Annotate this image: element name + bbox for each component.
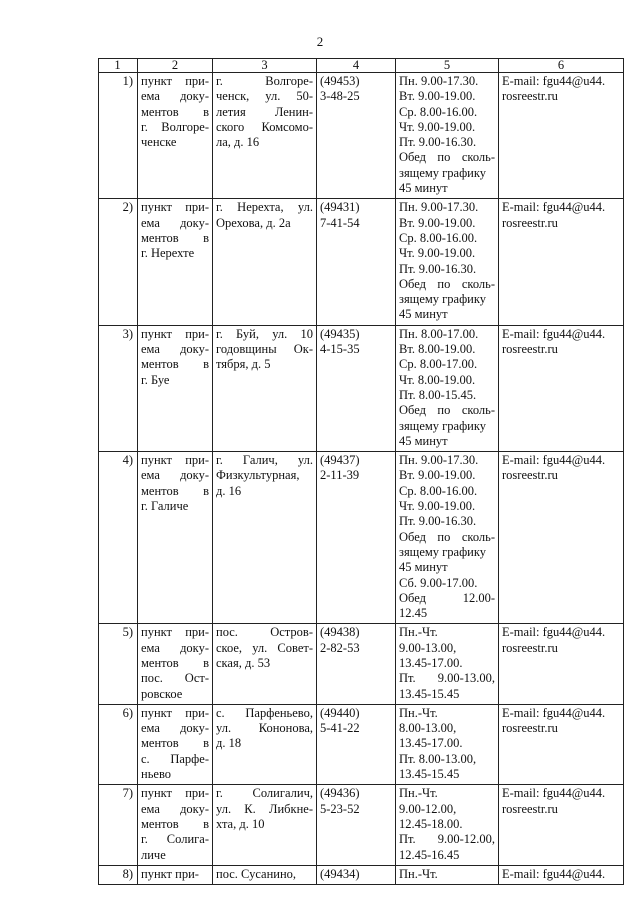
header-col-3: 3 [213, 59, 317, 73]
office-address [213, 624, 317, 704]
table-row [99, 73, 624, 199]
office-hours-line: Пт. 9.00-12.00, [399, 832, 495, 847]
office-hours-line: Обед по сколь- [399, 150, 495, 165]
office-hours-line: Пт. 9.00-13.00, [399, 671, 495, 686]
office-hours-line: 13.45-15.45 [399, 767, 460, 782]
office-name-line: с. Парфе- [141, 751, 209, 766]
office-hours [396, 452, 499, 624]
office-name-line: ема доку- [141, 468, 209, 483]
row-number: 1) [99, 73, 138, 199]
office-hours-line: 45 минут [399, 433, 448, 448]
office-phone-line: (49431) [320, 200, 360, 215]
office-name-line: пункт при- [141, 625, 209, 640]
office-name-line: пункт при- [141, 74, 209, 88]
office-name-line: г. Нерехте [141, 246, 195, 261]
office-hours-line: Пн. 9.00-17.30. [399, 200, 479, 215]
header-col-4: 4 [317, 59, 396, 73]
office-name-line: ема доку- [141, 640, 209, 655]
office-name-line: личе [141, 847, 166, 862]
office-hours-line: Обед по сколь- [399, 276, 495, 291]
office-name-line: пункт при- [141, 200, 209, 215]
office-phone [317, 325, 396, 451]
row-number: 3) [99, 325, 138, 451]
office-hours-line: Вт. 9.00-19.00. [399, 89, 476, 104]
office-hours-line: Пт. 9.00-16.30. [399, 261, 477, 276]
office-hours-line: 13.45-17.00. [399, 736, 463, 751]
row-number: 4) [99, 452, 138, 624]
office-name-line: ментов в [141, 655, 209, 670]
row-number: 8) [99, 865, 138, 884]
office-phone-line: 2-82-53 [320, 640, 360, 655]
row-number: 6) [99, 704, 138, 784]
office-address-line: хта, д. 10 [216, 816, 265, 831]
office-phone-line: (49435) [320, 326, 360, 341]
office-address-line: ул. К. Либкне- [216, 801, 313, 816]
office-name-line: пункт при- [141, 326, 209, 341]
office-address-line: пос. Остров- [216, 625, 313, 640]
office-hours-line: Ср. 8.00-17.00. [399, 357, 478, 372]
office-hours [396, 325, 499, 451]
row-number: 7) [99, 785, 138, 865]
table-row [99, 624, 624, 704]
office-hours-line: Обед 12.00- [399, 590, 495, 605]
office-email-line: rosreestr.ru [502, 801, 558, 816]
office-address-line: г. Нерехта, ул. [216, 200, 313, 215]
office-hours-line: Обед по сколь- [399, 403, 495, 418]
office-hours [396, 199, 499, 325]
table-row [99, 785, 624, 865]
office-phone-line: 5-23-52 [320, 801, 360, 816]
office-address [213, 199, 317, 325]
header-col-6: 6 [499, 59, 624, 73]
office-name-line: пос. Ост- [141, 671, 209, 686]
office-hours-line: Чт. 9.00-19.00. [399, 119, 476, 134]
office-hours-line: Пн. 9.00-17.30. [399, 453, 479, 468]
office-name-line: г. Волгоре- [141, 119, 209, 134]
office-name-line: ментов в [141, 357, 209, 372]
table-header-row [99, 59, 624, 73]
office-phone [317, 785, 396, 865]
office-hours-line: Вт. 9.00-19.00. [399, 215, 476, 230]
office-name-line: ньево [141, 767, 172, 782]
office-name [138, 704, 213, 784]
office-email [499, 704, 624, 784]
office-email [499, 865, 624, 884]
office-name-line: г. Буе [141, 372, 170, 387]
office-phone-line: 5-41-22 [320, 721, 360, 736]
office-hours-line: Пт. 8.00-13.00, [399, 751, 477, 766]
office-hours-line: Сб. 9.00-17.00. [399, 575, 478, 590]
office-email-line: E-mail: fgu44@u44. [502, 625, 606, 640]
office-name [138, 199, 213, 325]
office-name-line: пункт при- [141, 705, 209, 720]
office-hours-line: Чт. 8.00-19.00. [399, 372, 476, 387]
office-hours [396, 704, 499, 784]
office-email [499, 199, 624, 325]
office-address [213, 785, 317, 865]
office-name-line: ема доку- [141, 342, 209, 357]
office-hours [396, 865, 499, 884]
office-name [138, 785, 213, 865]
office-email [499, 624, 624, 704]
office-name-line: ченске [141, 135, 177, 150]
office-hours-line: 45 минут [399, 181, 448, 196]
table-row [99, 199, 624, 325]
office-name [138, 452, 213, 624]
office-address-line: с. Парфеньево, [216, 705, 313, 720]
office-phone-line: (49453) [320, 74, 360, 88]
office-email-line: rosreestr.ru [502, 342, 558, 357]
office-phone-line: 3-48-25 [320, 89, 360, 104]
office-address [213, 452, 317, 624]
office-email-line: E-mail: fgu44@u44. [502, 200, 606, 215]
office-hours-line: Обед по сколь- [399, 529, 495, 544]
office-name-line: ема доку- [141, 215, 209, 230]
office-name-line: г. Солига- [141, 832, 209, 847]
office-email [499, 325, 624, 451]
office-phone [317, 865, 396, 884]
header-col-2: 2 [138, 59, 213, 73]
office-address-line: годовщины Ок- [216, 342, 313, 357]
table-row [99, 865, 624, 884]
office-hours-line: Пт. 8.00-15.45. [399, 387, 477, 402]
table-row [99, 325, 624, 451]
office-address-line: ская, д. 53 [216, 655, 271, 670]
office-name-line: пункт при- [141, 453, 209, 468]
office-name-line: ментов в [141, 104, 209, 119]
office-email-line: E-mail: fgu44@u44. [502, 705, 606, 720]
office-phone-line: (49437) [320, 453, 360, 468]
row-number: 5) [99, 624, 138, 704]
office-hours-line: 9.00-13.00, [399, 640, 457, 655]
office-address [213, 865, 317, 884]
office-hours-line: Ср. 8.00-16.00. [399, 230, 478, 245]
office-hours-line: 13.45-17.00. [399, 655, 463, 670]
office-hours-line: Вт. 9.00-19.00. [399, 468, 476, 483]
office-address-line: Физкультурная, [216, 468, 300, 483]
office-phone [317, 199, 396, 325]
office-hours-line: Чт. 9.00-19.00. [399, 499, 476, 514]
office-hours [396, 785, 499, 865]
office-phone [317, 624, 396, 704]
office-hours-line: зящему графику [399, 418, 487, 433]
office-name-line: ровское [141, 686, 183, 701]
office-name-line: ема доку- [141, 89, 209, 104]
office-address-line: ченск, ул. 50- [216, 89, 313, 104]
office-email [499, 785, 624, 865]
office-phone-line: (49438) [320, 625, 360, 640]
office-address-line: г. Солигалич, [216, 786, 313, 801]
office-name-line: ментов в [141, 230, 209, 245]
office-address-line: ского Комсомо- [216, 119, 313, 134]
office-hours-line: Пн.-Чт. [399, 705, 438, 720]
office-phone [317, 704, 396, 784]
office-phone [317, 73, 396, 199]
office-name-line: г. Галиче [141, 499, 189, 514]
office-name-line: ема доку- [141, 801, 209, 816]
office-address-line: Орехова, д. 2а [216, 215, 291, 230]
office-email-line: rosreestr.ru [502, 640, 558, 655]
offices-table [98, 58, 624, 885]
table-row [99, 452, 624, 624]
office-address [213, 704, 317, 784]
office-phone-line: (49436) [320, 786, 360, 801]
office-phone [317, 452, 396, 624]
office-address-line: ла, д. 16 [216, 135, 260, 150]
page-number: 2 [316, 34, 324, 49]
office-phone-line: 4-15-35 [320, 342, 360, 357]
office-email-line: E-mail: fgu44@u44. [502, 326, 606, 341]
office-hours-line: Вт. 8.00-19.00. [399, 342, 476, 357]
office-phone-line: 7-41-54 [320, 215, 360, 230]
office-hours-line: Чт. 9.00-19.00. [399, 246, 476, 261]
office-address-line: пос. Сусанино, [216, 866, 297, 881]
office-hours [396, 624, 499, 704]
office-name-line: ментов в [141, 483, 209, 498]
office-hours-line: 12.45-18.00. [399, 816, 463, 831]
office-hours-line: 13.45-15.45 [399, 686, 460, 701]
office-hours-line: 12.45 [399, 606, 428, 621]
office-phone-line: 2-11-39 [320, 468, 360, 483]
office-address-line: летия Ленин- [216, 104, 313, 119]
office-address-line: ул. Кононова, [216, 721, 313, 736]
office-hours-line: Пн. 9.00-17.30. [399, 74, 479, 88]
office-name-line: ментов в [141, 736, 209, 751]
office-hours-line: Пн.-Чт. [399, 625, 438, 640]
header-col-5: 5 [396, 59, 499, 73]
office-hours-line: Ср. 8.00-16.00. [399, 104, 478, 119]
office-address-line: г. Волгоре- [216, 74, 313, 88]
office-phone-line: (49434) [320, 866, 360, 881]
office-name-line: пункт при- [141, 866, 199, 881]
office-address-line: д. 16 [216, 483, 242, 498]
office-hours-line: зящему графику [399, 544, 487, 559]
office-hours-line: Пт. 9.00-16.30. [399, 514, 477, 529]
office-name [138, 624, 213, 704]
office-phone-line: (49440) [320, 705, 360, 720]
row-number: 2) [99, 199, 138, 325]
office-email-line: E-mail: fgu44@u44. [502, 866, 606, 881]
office-name [138, 73, 213, 199]
office-hours [396, 73, 499, 199]
office-hours-line: 9.00-12.00, [399, 801, 457, 816]
office-address [213, 73, 317, 199]
office-hours-line: зящему графику [399, 292, 487, 307]
office-hours-line: 45 минут [399, 307, 448, 322]
office-hours-line: Пн. 8.00-17.00. [399, 326, 479, 341]
office-address-line: г. Буй, ул. 10 [216, 326, 313, 341]
office-name [138, 865, 213, 884]
office-hours-line: Ср. 8.00-16.00. [399, 483, 478, 498]
office-name-line: ментов в [141, 816, 209, 831]
office-address-line: тября, д. 5 [216, 357, 271, 372]
office-email [499, 452, 624, 624]
office-hours-line: 45 минут [399, 560, 448, 575]
office-hours-line: зящему графику [399, 165, 487, 180]
office-hours-line: 12.45-16.45 [399, 847, 460, 862]
office-address-line: ское, ул. Совет- [216, 640, 313, 655]
office-name [138, 325, 213, 451]
office-name-line: ема доку- [141, 721, 209, 736]
office-email-line: E-mail: fgu44@u44. [502, 74, 606, 88]
office-email-line: rosreestr.ru [502, 721, 558, 736]
office-hours-line: Пн.-Чт. [399, 866, 438, 881]
office-address [213, 325, 317, 451]
office-email-line: rosreestr.ru [502, 468, 558, 483]
office-hours-line: 8.00-13.00, [399, 721, 457, 736]
office-hours-line: Пн.-Чт. [399, 786, 438, 801]
office-name-line: пункт при- [141, 786, 209, 801]
header-col-1: 1 [99, 59, 138, 73]
table-row [99, 704, 624, 784]
office-hours-line: Пт. 9.00-16.30. [399, 135, 477, 150]
office-address-line: д. 18 [216, 736, 242, 751]
office-email-line: rosreestr.ru [502, 215, 558, 230]
office-email-line: E-mail: fgu44@u44. [502, 453, 606, 468]
office-email-line: rosreestr.ru [502, 89, 558, 104]
office-email [499, 73, 624, 199]
office-address-line: г. Галич, ул. [216, 453, 313, 468]
office-email-line: E-mail: fgu44@u44. [502, 786, 606, 801]
